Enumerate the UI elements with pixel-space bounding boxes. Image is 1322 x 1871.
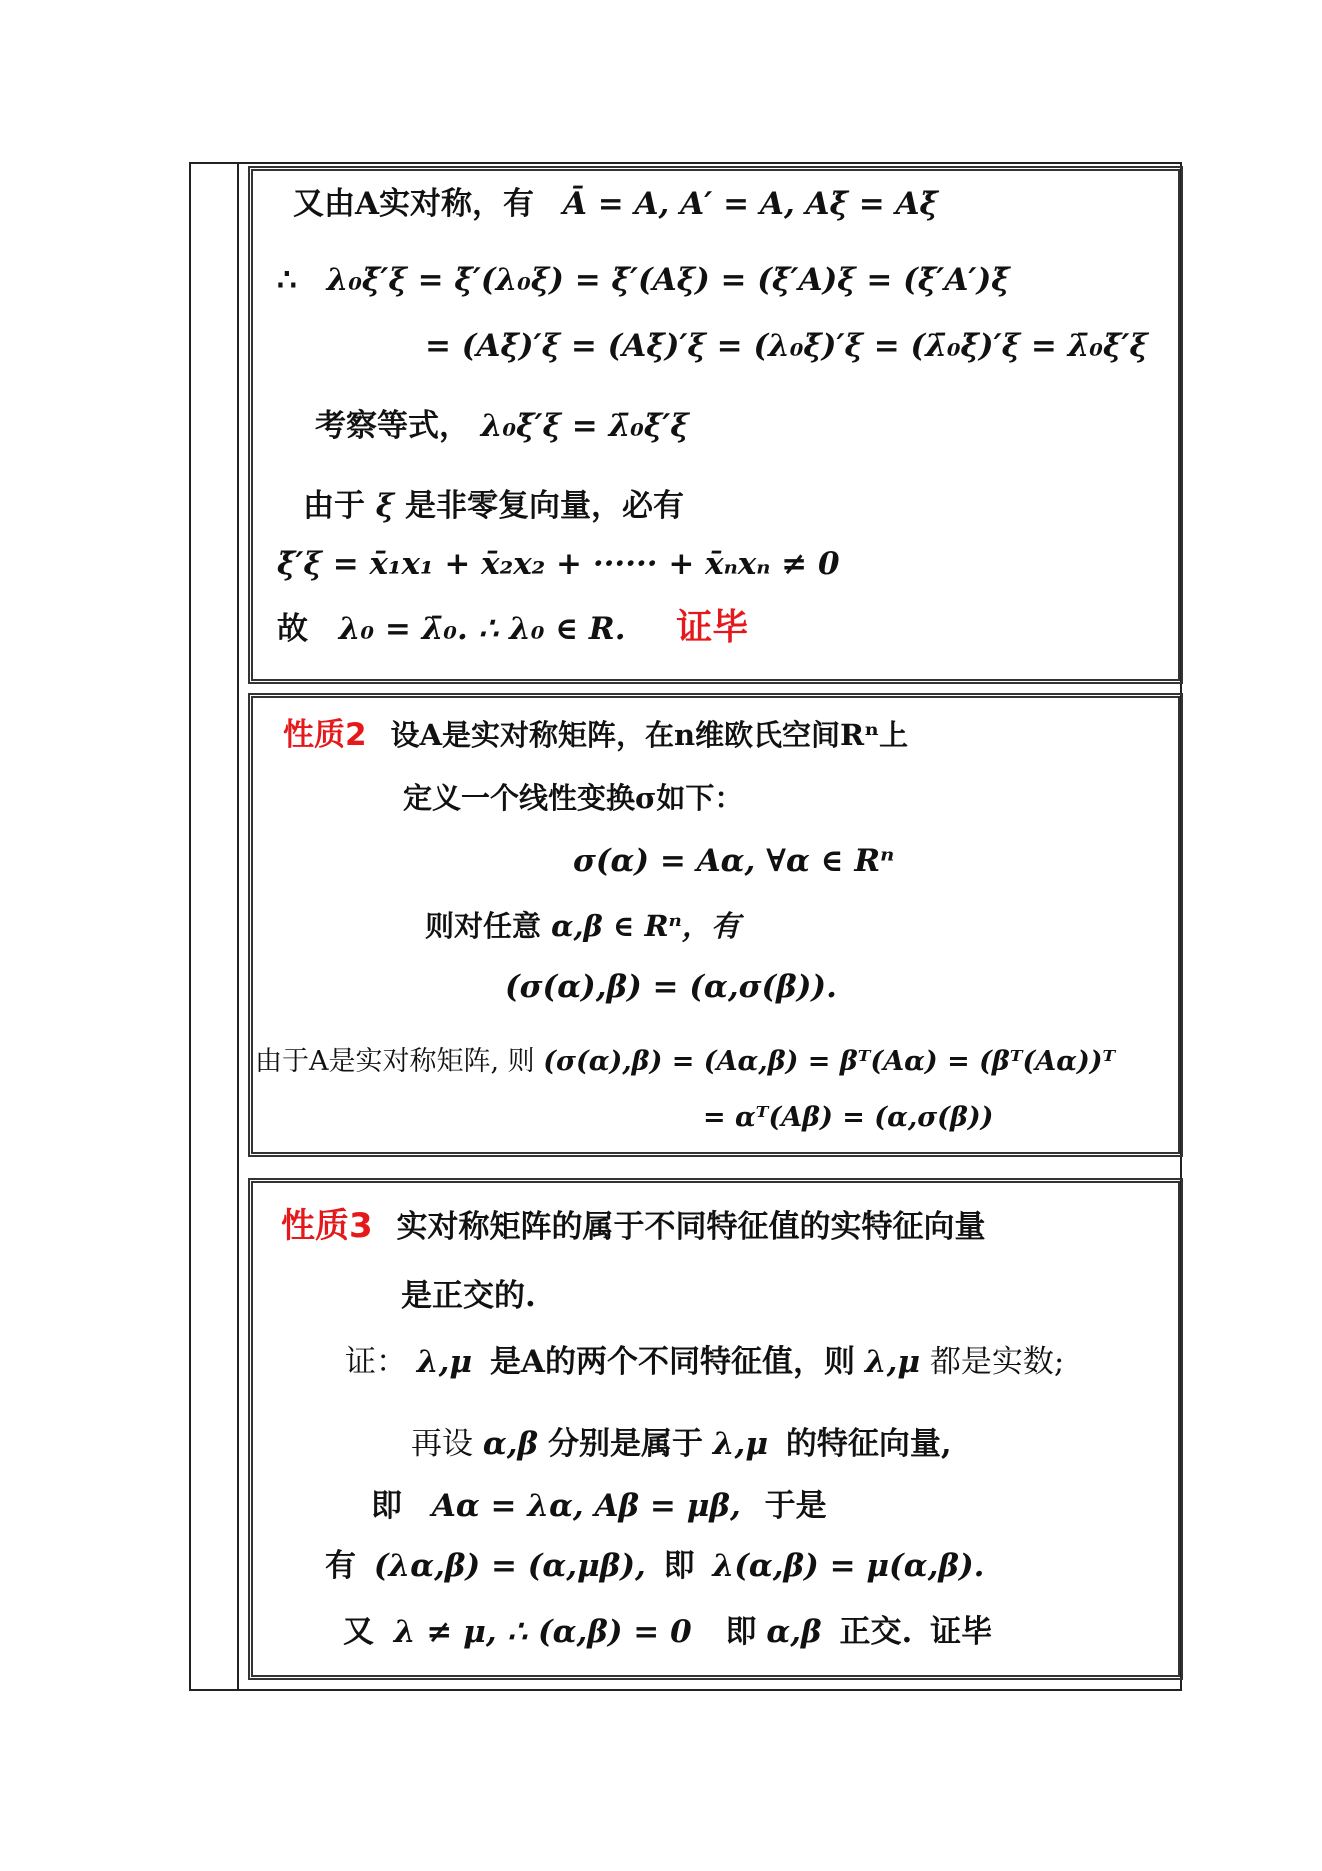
table-left-column-divider	[237, 164, 239, 1689]
box3-line5-math: Aα = λα, Aβ = μβ,	[431, 1488, 741, 1524]
box1-line4-text: 考察等式，	[315, 408, 470, 444]
box1-line3	[425, 329, 1148, 365]
box2-line6	[255, 1046, 1115, 1077]
box3-line7	[343, 1615, 992, 1651]
box3-line5	[371, 1489, 827, 1525]
box3-line5-text-b: 于是	[764, 1488, 827, 1524]
box1-line1	[293, 187, 938, 223]
box2-line3	[573, 844, 894, 880]
property-3-box	[248, 1178, 1183, 1680]
qed-label-3: 证毕	[930, 1614, 993, 1650]
box3-line3-text-a: 证：	[345, 1344, 407, 1380]
box3-line3-text-b: 是A的两个不同特征值，则	[489, 1344, 855, 1380]
box1-line5-text-a: 由于	[303, 488, 365, 524]
box3-line4-math-b: λ,μ	[712, 1426, 769, 1462]
box2-line1	[283, 718, 908, 754]
property-2-box	[248, 693, 1183, 1157]
box3-line2	[401, 1279, 536, 1315]
box1-line2	[277, 263, 1010, 299]
box3-line6-math-b: λ(α,β) = μ(α,β).	[712, 1548, 985, 1584]
box3-line1	[281, 1207, 986, 1246]
box3-line4-text-c: 的特征向量,	[785, 1426, 952, 1462]
box2-line4-text: 则对任意	[425, 909, 542, 943]
box1-line3-math: = (Aξ̄)′ξ = (Aξ̄)′ξ = (λ₀ξ̄)′ξ = (λ̄₀ξ̄)′ξ = λ̄₀ξ̄′ξ	[425, 328, 1148, 364]
box3-line7-math-b: α,β	[766, 1614, 822, 1650]
box3-line3	[345, 1345, 1064, 1381]
property-3-title: 性质3	[281, 1206, 373, 1246]
box3-line3-math-b: λ,μ	[864, 1344, 921, 1380]
box3-line2-text: 是正交的.	[401, 1278, 536, 1314]
box1-line4-math: λ₀ξ̄′ξ = λ̄₀ξ̄′ξ	[480, 408, 689, 444]
box2-line6-math: (σ(α),β) = (Aα,β) = βᵀ(Aα) = (βᵀ(Aα))ᵀ	[543, 1046, 1116, 1077]
box3-line4-math-a: α,β	[482, 1426, 539, 1462]
box2-line2-text: 定义一个线性变换σ如下：	[403, 781, 744, 815]
box2-line5	[505, 970, 837, 1006]
box3-line7-text-c: 正交.	[839, 1614, 913, 1650]
box1-line1-math: Ā = A, A′ = A, Aξ̄ = Aξ̄	[562, 186, 938, 222]
box2-line7	[703, 1102, 993, 1133]
box3-line3-text-c: 都是实数;	[929, 1344, 1065, 1380]
box1-line7-text: 故	[277, 611, 308, 647]
box3-line7-text-a: 又	[343, 1614, 374, 1650]
box3-line4	[411, 1427, 952, 1463]
box1-line5	[303, 489, 684, 525]
box1-line5-math: ξ	[375, 488, 395, 524]
box2-line4	[425, 910, 740, 943]
therefore-symbol: ∴	[277, 262, 297, 298]
box2-line6-text: 由于A是实对称矩阵, 则	[255, 1046, 535, 1077]
qed-label-1: 证毕	[676, 607, 749, 648]
box1-line6	[277, 547, 840, 583]
box2-line2	[403, 782, 743, 815]
box1-line5-text-b: 是非零复向量，必有	[404, 488, 684, 524]
box2-line5-math: (σ(α),β) = (α,σ(β)).	[505, 969, 837, 1005]
box1-line7	[277, 607, 748, 648]
box2-line3-math: σ(α) = Aα, ∀α ∈ Rⁿ	[573, 843, 895, 879]
box3-line6-text-a: 有	[325, 1548, 356, 1584]
box3-line3-math-a: λ,μ	[416, 1344, 473, 1380]
box3-line7-text-b: 即	[725, 1614, 757, 1650]
box3-line1-text: 实对称矩阵的属于不同特征值的实特征向量	[396, 1209, 986, 1245]
box3-line4-text-b: 分别是属于	[547, 1426, 703, 1462]
box3-line6-text-b: 即	[663, 1548, 695, 1584]
box3-line6-math-a: (λα,β) = (α,μβ),	[373, 1548, 646, 1584]
box3-line5-text-a: 即	[371, 1488, 402, 1524]
box2-line7-math: = αᵀ(Aβ) = (α,σ(β))	[703, 1102, 994, 1133]
box3-line4-text-a: 再设	[411, 1426, 473, 1462]
box3-line6	[325, 1549, 984, 1585]
box3-line7-math: λ ≠ μ, ∴ (α,β) = 0	[393, 1614, 692, 1650]
box2-line4-math: α,β ∈ Rⁿ，有	[551, 909, 740, 943]
box1-line1-text: 又由A实对称，有	[293, 186, 535, 222]
box1-line6-math: ξ̄′ξ = x̄₁x₁ + x̄₂x₂ + ······ + x̄ₙxₙ ≠ 0	[277, 546, 840, 582]
box1-line2-math: λ₀ξ̄′ξ = ξ̄′(λ₀ξ) = ξ̄′(Aξ) = (ξ̄′A)ξ = (ξ̄′A′)ξ̄	[326, 262, 1010, 298]
box2-line1-text: 设A是实对称矩阵，在n维欧氏空间Rⁿ上	[390, 718, 909, 752]
box1-line7-math: λ₀ = λ̄₀. ∴ λ₀ ∈ R.	[338, 611, 626, 647]
property-2-title: 性质2	[283, 717, 367, 753]
proof-box-property-1	[248, 166, 1183, 684]
box1-line4	[315, 409, 689, 445]
